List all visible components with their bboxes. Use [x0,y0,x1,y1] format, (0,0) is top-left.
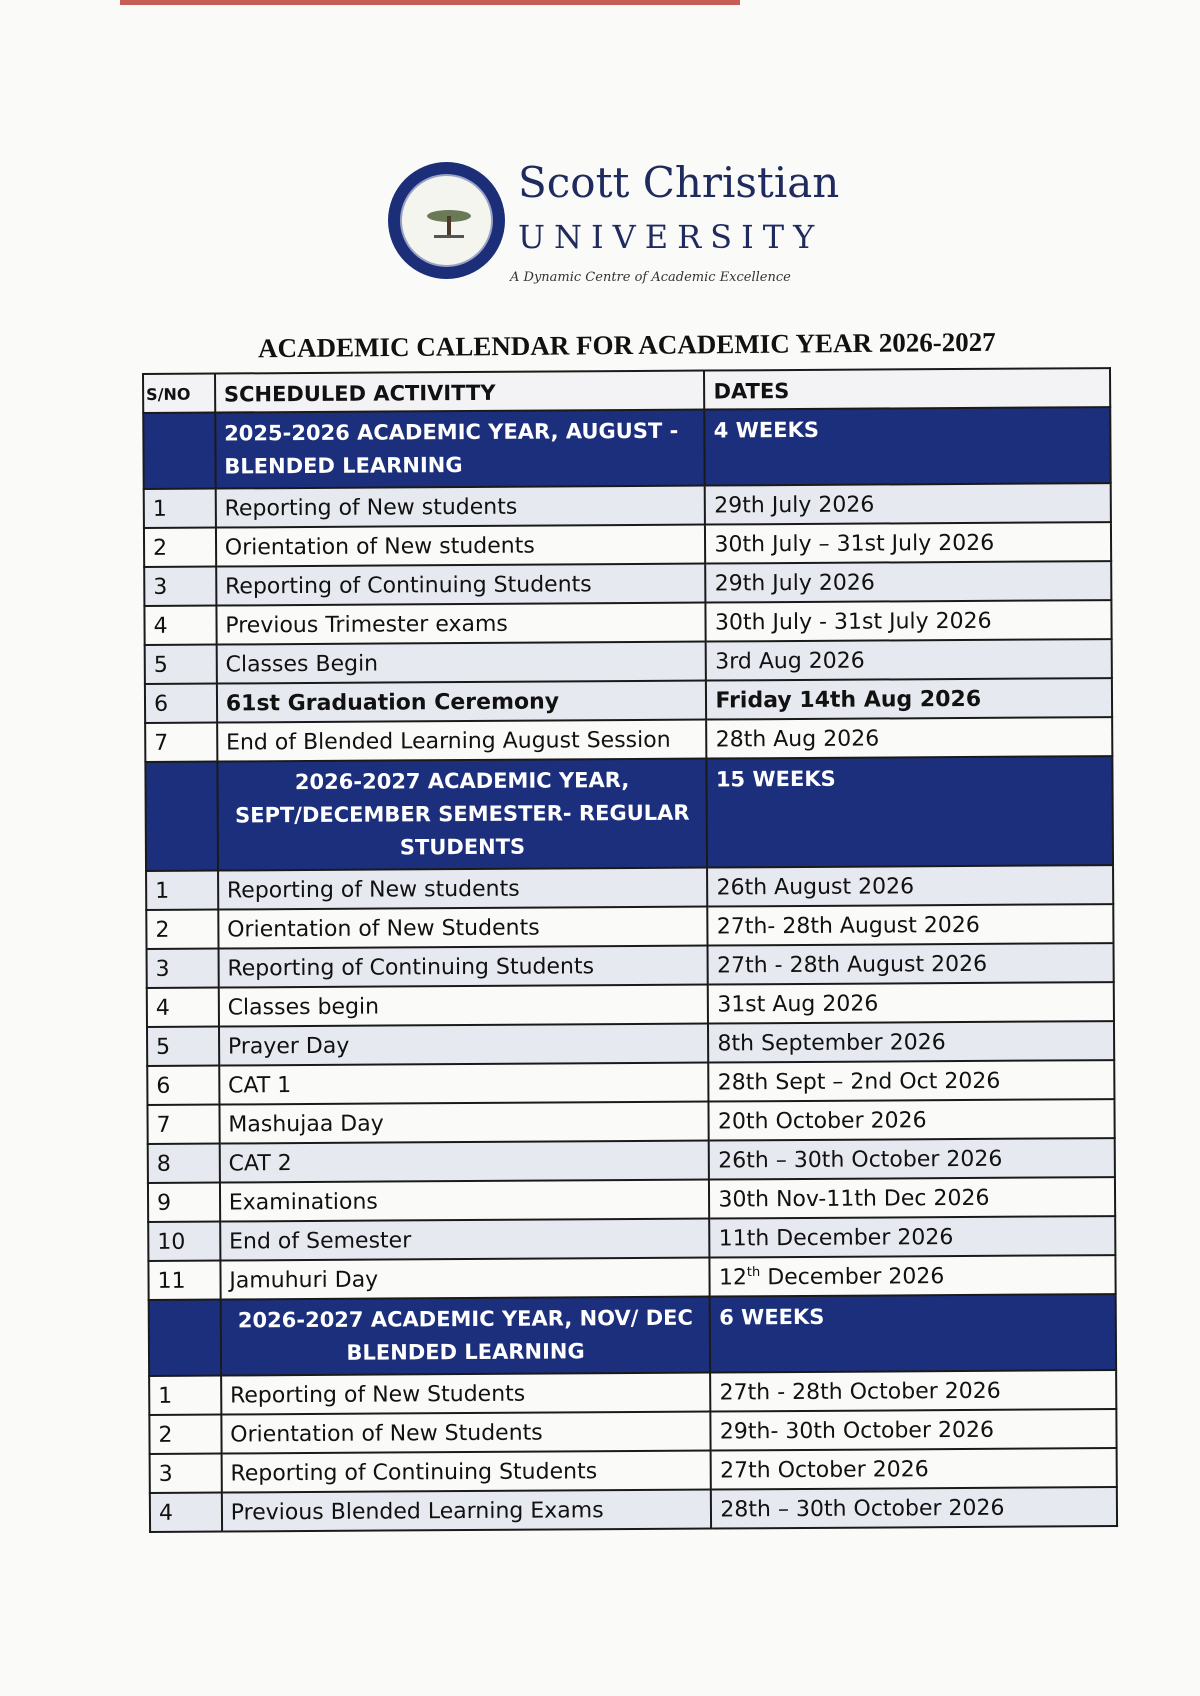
row-activity: Classes Begin [216,642,706,684]
section-heading: 2026-2027 ACADEMIC YEAR, NOV/ DEC BLENDED LEARNING [220,1297,710,1376]
row-number: 7 [145,723,217,762]
row-number: 2 [146,910,218,949]
row-dates: 30th July – 31st July 2026 [705,522,1111,563]
page-top-edge [120,0,740,5]
row-number: 2 [144,528,216,567]
row-activity: Prayer Day [219,1024,709,1066]
university-logo [388,162,505,279]
row-activity: Reporting of Continuing Students [216,564,706,606]
row-activity: Classes begin [219,985,709,1027]
row-number: 3 [150,1454,222,1493]
table-header-row [143,368,1110,413]
row-dates: 28th – 30th October 2026 [711,1487,1117,1528]
row-activity: CAT 2 [219,1141,709,1183]
table-row [148,1138,1115,1183]
table-row [147,982,1114,1027]
row-activity: Previous Trimester exams [216,603,706,645]
row-dates: 28th Sept – 2nd Oct 2026 [709,1060,1115,1101]
row-number: 7 [147,1105,219,1144]
page-title: ACADEMIC CALENDAR FOR ACADEMIC YEAR 2026-2027 [257,326,996,364]
university-name: Scott Christian [518,158,840,207]
row-number: 6 [145,684,217,723]
section-header-row [143,407,1110,489]
academic-calendar-table [142,367,1118,1533]
section-duration: 15 WEEKS [707,756,1113,867]
row-dates: 26th August 2026 [707,865,1113,906]
table-row [149,1409,1116,1454]
table-row [144,561,1111,606]
column-header-sno: S/NO [143,374,215,413]
row-number: 6 [147,1066,219,1105]
row-dates-rest: December 2026 [760,1264,945,1291]
row-number: 2 [149,1415,221,1454]
table-row [145,639,1112,684]
row-number: 4 [150,1493,222,1532]
row-dates: 27th- 28th August 2026 [708,904,1114,945]
university-header [388,158,840,298]
row-number: 9 [148,1183,220,1222]
row-activity: CAT 1 [219,1063,709,1105]
section-heading: 2026-2027 ACADEMIC YEAR, SEPT/DECEMBER SEMESTER- REGULAR STUDENTS [217,759,707,871]
row-activity: Reporting of Continuing Students [218,946,708,988]
row-dates: 29th July 2026 [706,561,1112,602]
university-word: UNIVERSITY [518,218,824,256]
row-activity: Mashujaa Day [219,1102,709,1144]
row-activity: End of Semester [220,1219,710,1261]
table-row [147,1021,1114,1066]
row-activity: Examinations [220,1180,710,1222]
row-dates-suffix: th [746,1264,761,1280]
row-dates: 27th October 2026 [711,1448,1117,1489]
row-activity: Reporting of New students [218,868,708,910]
table-row [147,1099,1114,1144]
column-header-dates: DATES [704,368,1110,409]
row-dates: 29th July 2026 [705,483,1111,524]
table-row [148,1177,1115,1222]
section-duration: 4 WEEKS [705,407,1111,485]
row-dates: 30th Nov-11th Dec 2026 [709,1177,1115,1218]
section-header-row [149,1294,1116,1376]
row-number: 3 [144,567,216,606]
row-activity: Previous Blended Learning Exams [222,1490,712,1532]
row-number: 10 [148,1222,220,1261]
row-number: 1 [144,489,216,528]
row-dates: 3rd Aug 2026 [706,639,1112,680]
row-activity: Orientation of New Students [221,1412,711,1454]
row-dates: 8th September 2026 [708,1021,1114,1062]
section-heading: 2025-2026 ACADEMIC YEAR, AUGUST - BLENDED LEARNING [215,410,705,489]
row-dates-day: 12 [718,1265,748,1291]
row-activity: End of Blended Learning August Session [217,720,707,762]
row-dates: 27th - 28th October 2026 [711,1370,1117,1411]
section-header-row [145,756,1113,871]
row-dates: 27th - 28th August 2026 [708,943,1114,984]
row-dates: 26th – 30th October 2026 [709,1138,1115,1179]
row-number: 8 [148,1144,220,1183]
row-activity: Reporting of New students [215,486,705,528]
table-row [145,717,1112,762]
table-row [144,522,1111,567]
table-row [150,1487,1117,1532]
row-activity: Reporting of Continuing Students [221,1451,711,1493]
table-row [147,1060,1114,1105]
row-dates: 30th July - 31st July 2026 [706,600,1112,641]
table-row [149,1370,1116,1415]
row-number: 11 [148,1261,220,1300]
table-row [148,1216,1115,1261]
row-number: 5 [147,1027,219,1066]
row-number: 4 [144,606,216,645]
row-dates: 28th Aug 2026 [707,717,1113,758]
university-tagline: A Dynamic Centre of Academic Excellence [510,270,791,285]
table-row [144,600,1111,645]
section-duration: 6 WEEKS [710,1294,1116,1372]
table-row [147,943,1114,988]
table-row [145,678,1112,723]
row-number: 5 [145,645,217,684]
row-dates: Friday 14th Aug 2026 [706,678,1112,719]
row-number: 1 [149,1376,221,1415]
tree-emblem-icon [424,204,474,244]
table-row [144,483,1111,528]
column-header-activity: SCHEDULED ACTIVITTY [215,371,705,413]
row-activity: Orientation of New students [216,525,706,567]
table-row [146,904,1113,949]
row-number: 3 [147,949,219,988]
row-dates: 31st Aug 2026 [708,982,1114,1023]
row-dates: 20th October 2026 [709,1099,1115,1140]
row-number: 4 [147,988,219,1027]
row-dates: 11th December 2026 [710,1216,1116,1257]
row-activity: Orientation of New Students [218,907,708,949]
row-activity: Jamuhuri Day [220,1258,710,1300]
table-row [150,1448,1117,1493]
row-dates: 29th- 30th October 2026 [711,1409,1117,1450]
row-number: 1 [146,871,218,910]
table-row [146,865,1113,910]
row-activity: Reporting of New Students [221,1373,711,1415]
table-row [148,1255,1115,1300]
row-activity: 61st Graduation Ceremony [217,681,707,723]
row-dates [710,1255,1116,1296]
